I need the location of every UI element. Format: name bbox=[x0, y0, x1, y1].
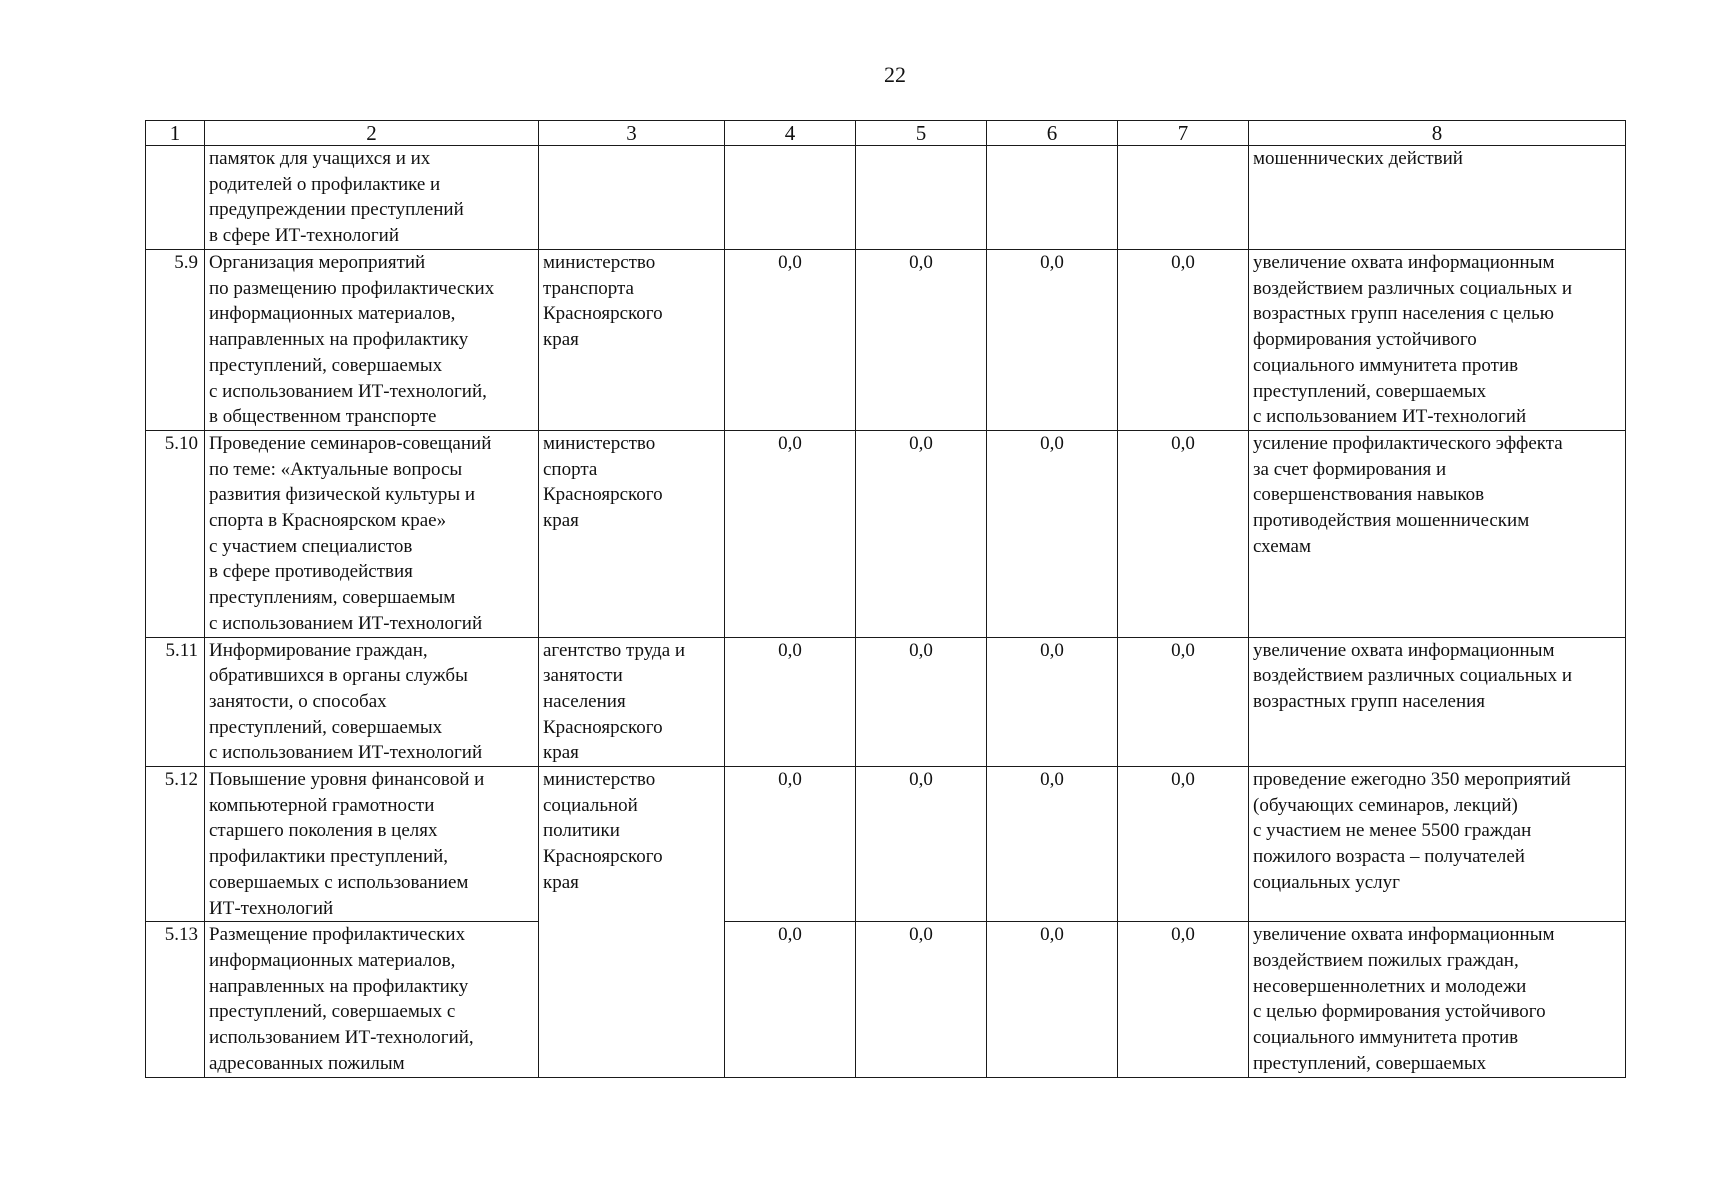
amount-cell-4: 0,0 bbox=[725, 767, 856, 922]
result-cell: увеличение охвата информационным воздействием пожилых граждан, несовершеннолетних и молодежи с целью формирования устойчивого социального иммунитета против преступлений, совершаемых bbox=[1249, 922, 1626, 1077]
executor-cell bbox=[539, 146, 725, 250]
column-number-8: 8 bbox=[1249, 121, 1626, 146]
amount-cell-6: 0,0 bbox=[987, 430, 1118, 637]
table-row bbox=[146, 250, 1626, 431]
column-number-6: 6 bbox=[987, 121, 1118, 146]
amount-cell-5: 0,0 bbox=[856, 637, 987, 767]
amount-cell-4: 0,0 bbox=[725, 922, 856, 1077]
row-number: 5.9 bbox=[146, 250, 205, 431]
amount-cell-6 bbox=[987, 146, 1118, 250]
result-cell: проведение ежегодно 350 мероприятий (обучающих семинаров, лекций) с участием не менее 5500 граждан пожилого возраста – получателей социальных услуг bbox=[1249, 767, 1626, 922]
activity-cell: Информирование граждан, обратившихся в органы службы занятости, о способах преступлений, совершаемых с использованием ИТ-технологий bbox=[205, 637, 539, 767]
amount-cell-5: 0,0 bbox=[856, 922, 987, 1077]
amount-cell-4 bbox=[725, 146, 856, 250]
row-number: 5.13 bbox=[146, 922, 205, 1077]
activity-cell: Проведение семинаров-совещаний по теме: «Актуальные вопросы развития физической культуры и спорта в Красноярском крае» с участием специалистов в сфере противодействия преступлениям, совершаемым с использованием ИТ-технологий bbox=[205, 430, 539, 637]
executor-cell: министерство спорта Красноярского края bbox=[539, 430, 725, 637]
table-row bbox=[146, 146, 1626, 250]
row-number: 5.11 bbox=[146, 637, 205, 767]
table-row bbox=[146, 637, 1626, 767]
activity-cell: памяток для учащихся и их родителей о профилактике и предупреждении преступлений в сфере ИТ-технологий bbox=[205, 146, 539, 250]
amount-cell-5: 0,0 bbox=[856, 430, 987, 637]
table-row bbox=[146, 922, 1626, 1077]
column-number-5: 5 bbox=[856, 121, 987, 146]
activity-cell: Организация мероприятий по размещению профилактических информационных материалов, направленных на профилактику преступлений, совершаемых с использованием ИТ-технологий, в общественном транспорте bbox=[205, 250, 539, 431]
amount-cell-6: 0,0 bbox=[987, 767, 1118, 922]
executor-cell: агентство труда и занятости населения Красноярского края bbox=[539, 637, 725, 767]
amount-cell-6: 0,0 bbox=[987, 250, 1118, 431]
column-number-4: 4 bbox=[725, 121, 856, 146]
amount-cell-7 bbox=[1118, 146, 1249, 250]
table-row bbox=[146, 430, 1626, 637]
amount-cell-7: 0,0 bbox=[1118, 922, 1249, 1077]
row-number: 5.12 bbox=[146, 767, 205, 922]
row-number: 5.10 bbox=[146, 430, 205, 637]
activity-cell: Повышение уровня финансовой и компьютерной грамотности старшего поколения в целях профилактики преступлений, совершаемых с использованием ИТ-технологий bbox=[205, 767, 539, 922]
amount-cell-6: 0,0 bbox=[987, 637, 1118, 767]
column-number-2: 2 bbox=[205, 121, 539, 146]
measures-table bbox=[145, 120, 1626, 1078]
page-number: 22 bbox=[884, 62, 906, 87]
result-cell: усиление профилактического эффекта за счет формирования и совершенствования навыков противодействия мошенническим схемам bbox=[1249, 430, 1626, 637]
table-header-row bbox=[146, 121, 1626, 146]
amount-cell-7: 0,0 bbox=[1118, 767, 1249, 922]
amount-cell-7: 0,0 bbox=[1118, 250, 1249, 431]
amount-cell-6: 0,0 bbox=[987, 922, 1118, 1077]
result-cell: мошеннических действий bbox=[1249, 146, 1626, 250]
column-number-7: 7 bbox=[1118, 121, 1249, 146]
executor-cell: министерство транспорта Красноярского края bbox=[539, 250, 725, 431]
activity-cell: Размещение профилактических информационных материалов, направленных на профилактику преступлений, совершаемых с использованием ИТ-технологий, адресованных пожилым bbox=[205, 922, 539, 1077]
result-cell: увеличение охвата информационным воздействием различных социальных и возрастных групп населения с целью формирования устойчивого социального иммунитета против преступлений, совершаемых с использованием ИТ-технологий bbox=[1249, 250, 1626, 431]
executor-cell: министерство социальной политики Красноярского края bbox=[539, 767, 725, 1077]
amount-cell-5 bbox=[856, 146, 987, 250]
result-cell: увеличение охвата информационным воздействием различных социальных и возрастных групп населения bbox=[1249, 637, 1626, 767]
amount-cell-7: 0,0 bbox=[1118, 430, 1249, 637]
column-number-3: 3 bbox=[539, 121, 725, 146]
table-row bbox=[146, 767, 1626, 922]
amount-cell-4: 0,0 bbox=[725, 250, 856, 431]
amount-cell-4: 0,0 bbox=[725, 430, 856, 637]
amount-cell-7: 0,0 bbox=[1118, 637, 1249, 767]
amount-cell-4: 0,0 bbox=[725, 637, 856, 767]
column-number-1: 1 bbox=[146, 121, 205, 146]
amount-cell-5: 0,0 bbox=[856, 767, 987, 922]
amount-cell-5: 0,0 bbox=[856, 250, 987, 431]
row-number bbox=[146, 146, 205, 250]
